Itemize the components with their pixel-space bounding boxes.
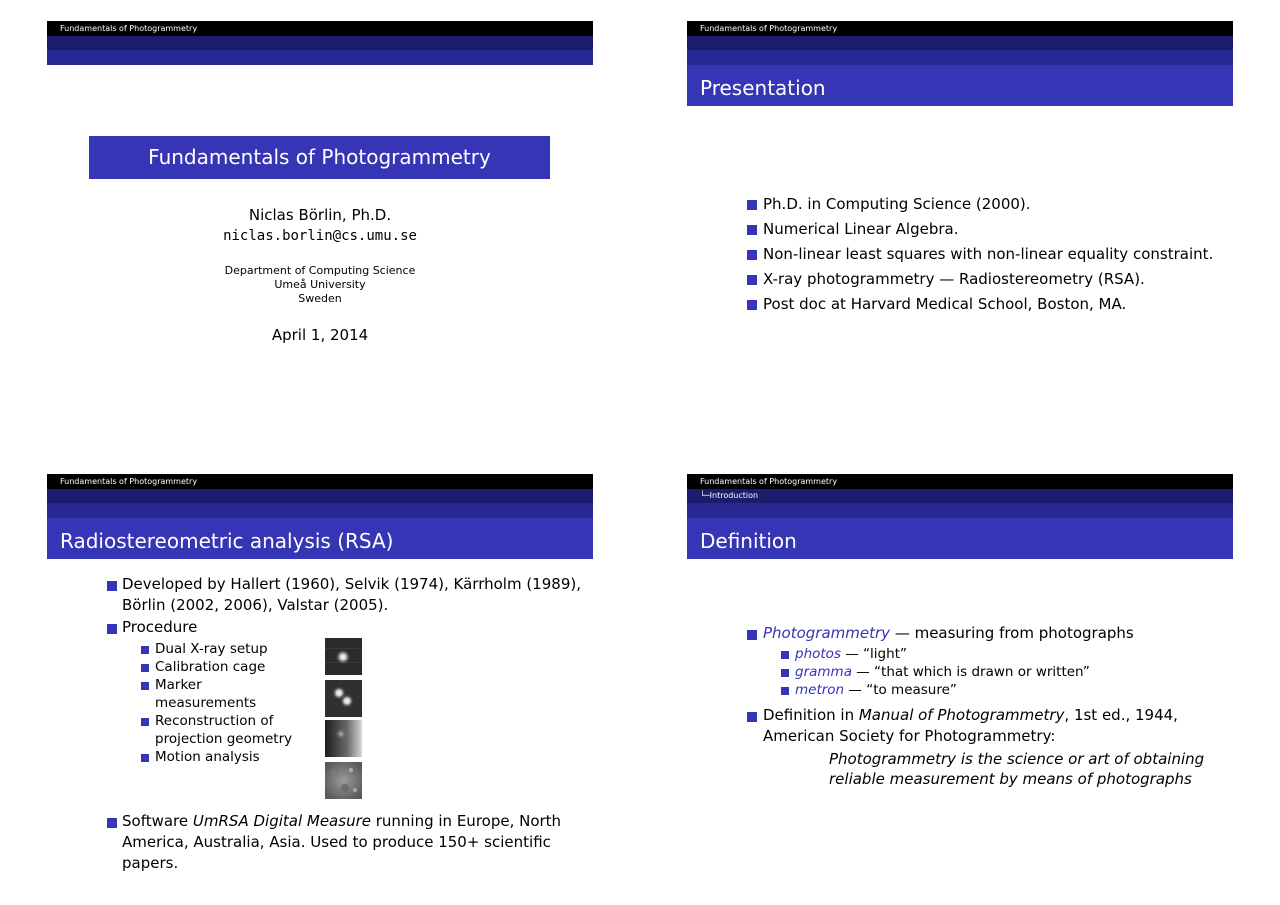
header-text: Fundamentals of Photogrammetry bbox=[700, 24, 838, 33]
slide-presentation bbox=[687, 21, 1233, 441]
list-item-line: Börlin (2002, 2006), Valstar (2005). bbox=[122, 596, 389, 614]
quote-line: reliable measurement by means of photographs bbox=[829, 770, 1192, 788]
section-breadcrumb: └─Introduction bbox=[700, 491, 759, 500]
sub-item: Dual X-ray setup bbox=[155, 641, 268, 657]
header-band bbox=[687, 489, 1233, 503]
header-text: Fundamentals of Photogrammetry bbox=[60, 477, 198, 486]
sub-item: Reconstruction of bbox=[155, 713, 274, 729]
tree-corner-icon: └─ bbox=[700, 491, 710, 500]
list-item-line: Software UmRSA Digital Measure running in Europe, North bbox=[122, 812, 562, 830]
list-item: Non-linear least squares with non-linear equality constraint. bbox=[763, 245, 1214, 263]
list-item-line: Definition in Manual of Photogrammetry, 1st ed., 1944, bbox=[763, 706, 1178, 724]
header-band bbox=[47, 489, 593, 503]
bullet-icon bbox=[107, 624, 117, 634]
list-item: Photogrammetry — measuring from photographs bbox=[763, 624, 1134, 642]
country: Sweden bbox=[298, 292, 342, 305]
quote-line: Photogrammetry is the science or art of obtaining bbox=[829, 750, 1205, 768]
frame-title: Presentation bbox=[700, 76, 826, 100]
list-item-line: Developed by Hallert (1960), Selvik (1974), Kärrholm (1989), bbox=[122, 575, 581, 593]
sub-bullet-icon bbox=[141, 664, 149, 672]
list-item: Ph.D. in Computing Science (2000). bbox=[763, 195, 1031, 213]
header-text: Fundamentals of Photogrammetry bbox=[60, 24, 198, 33]
bullet-icon bbox=[747, 200, 757, 210]
list-item: Procedure bbox=[122, 618, 198, 636]
university: Umeå University bbox=[274, 278, 366, 291]
list-item: Post doc at Harvard Medical School, Boston, MA. bbox=[763, 295, 1127, 313]
header-band bbox=[687, 36, 1233, 50]
header-band bbox=[687, 503, 1233, 518]
list-item: X-ray photogrammetry — Radiostereometry (RSA). bbox=[763, 270, 1145, 288]
sub-item: Calibration cage bbox=[155, 659, 266, 675]
header-text: Fundamentals of Photogrammetry bbox=[700, 477, 838, 486]
sub-item-line: projection geometry bbox=[155, 731, 293, 747]
bullet-icon bbox=[747, 250, 757, 260]
date: April 1, 2014 bbox=[271, 326, 369, 344]
slide-rsa bbox=[47, 474, 593, 894]
sub-bullet-icon bbox=[781, 687, 789, 695]
bullet-icon bbox=[747, 275, 757, 285]
header-band bbox=[687, 50, 1233, 65]
sub-bullet-icon bbox=[141, 718, 149, 726]
sub-bullet-icon bbox=[141, 754, 149, 762]
bullet-icon bbox=[747, 630, 757, 640]
xray-image-markers bbox=[325, 680, 362, 717]
sub-item: photos — “light” bbox=[795, 646, 907, 662]
sub-item: gramma — “that which is drawn or written” bbox=[795, 664, 1090, 680]
xray-image-motion bbox=[325, 762, 362, 799]
presentation-title: Fundamentals of Photogrammetry bbox=[89, 136, 550, 179]
list-item-line: American Society for Photogrammetry: bbox=[763, 727, 1056, 745]
sub-bullet-icon bbox=[781, 669, 789, 677]
bullet-icon bbox=[747, 300, 757, 310]
sub-bullet-icon bbox=[141, 682, 149, 690]
sub-item: Motion analysis bbox=[155, 749, 260, 765]
sub-item-line: measurements bbox=[155, 695, 257, 711]
list-item: Numerical Linear Algebra. bbox=[763, 220, 959, 238]
xray-image-setup bbox=[325, 638, 362, 675]
slide-definition bbox=[687, 474, 1233, 894]
sub-bullet-icon bbox=[781, 651, 789, 659]
sub-item: metron — “to measure” bbox=[795, 682, 957, 698]
sub-bullet-icon bbox=[141, 646, 149, 654]
bullet-icon bbox=[107, 581, 117, 591]
slide-title bbox=[47, 21, 593, 441]
department: Department of Computing Science bbox=[224, 264, 416, 277]
header-band bbox=[47, 50, 593, 65]
author-email[interactable]: niclas.borlin@cs.umu.se bbox=[223, 228, 417, 244]
header-band bbox=[47, 503, 593, 518]
bullet-icon bbox=[107, 818, 117, 828]
xray-image-reconstruction bbox=[325, 720, 362, 757]
frame-title: Definition bbox=[700, 529, 797, 553]
frame-title: Radiostereometric analysis (RSA) bbox=[60, 529, 394, 553]
list-item-line: America, Australia, Asia. Used to produce 150+ scientific bbox=[122, 833, 551, 851]
author-name: Niclas Börlin, Ph.D. bbox=[248, 206, 392, 224]
bullet-icon bbox=[747, 712, 757, 722]
bullet-icon bbox=[747, 225, 757, 235]
list-item-line: papers. bbox=[122, 854, 179, 872]
header-band bbox=[47, 36, 593, 50]
sub-item: Marker bbox=[155, 677, 202, 693]
